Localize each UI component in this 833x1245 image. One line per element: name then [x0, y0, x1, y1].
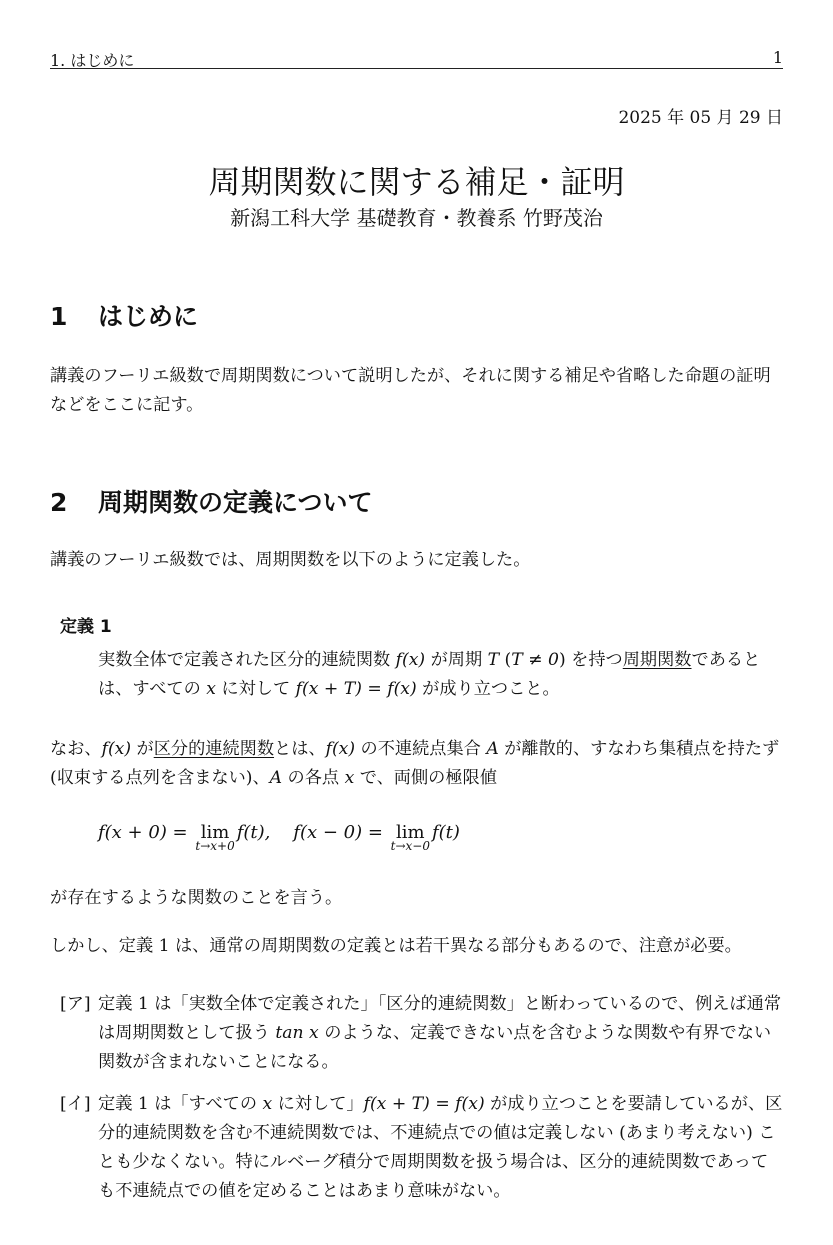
- definition-1-label: 定義 1: [60, 617, 112, 637]
- document-date: 2025 年 05 月 29 日: [618, 108, 783, 128]
- section-1-title: はじめに: [98, 302, 199, 331]
- list-item-marker: [ア]: [60, 994, 91, 1014]
- running-header: [50, 46, 783, 69]
- limit-formula: f(x + 0) = lim t→x+0 f(t), f(x − 0) = lim t→x−0 f(t): [98, 822, 460, 853]
- section-1-number: 1: [50, 302, 68, 331]
- list-item: [ア] 定義 1 は「実数全体で定義された」「区分的連続関数」と断わっているので、例えば通常は周期関数として扱う tan x のような、定義できない点を含むような関数や有界でない関数が含まれないことになる。: [60, 990, 783, 1077]
- caution-text: しかし、定義 1 は、通常の周期関数の定義とは若干異なる部分もあるので、注意が必要。: [50, 936, 742, 956]
- section-2-intro: 講義のフーリエ級数では、周期関数を以下のように定義した。: [50, 550, 531, 570]
- document-author: 新潟工科大学 基礎教育・教養系 竹野茂治: [230, 206, 603, 230]
- document-title: 周期関数に関する補足・証明: [208, 163, 625, 201]
- list-item-marker: [イ]: [60, 1094, 91, 1114]
- definition-1-body: 実数全体で定義された区分的連続関数 f(x) が周期 T (T ≠ 0) を持つ周期関数であるとは、すべての x に対して f(x + T) = f(x) が成り立つこと。: [98, 650, 761, 699]
- section-2-number: 2: [50, 488, 68, 517]
- section-2-heading: [50, 483, 373, 519]
- section-2-title: 周期関数の定義について: [98, 488, 373, 517]
- list-item: [イ] 定義 1 は「すべての x に対して」f(x + T) = f(x) が成り立つことを要請しているが、区分的連続関数を含む不連続関数では、不連続点での値は定義しない (あまり考えない) ことも少なくない。特にルベーグ積分で周期関数を扱う場合は、区分的連続関数であっても不連続点での値を定めることはあまり意味がない。: [60, 1090, 783, 1206]
- term-periodic-function: 周期関数: [622, 650, 692, 670]
- section-1-heading: [50, 297, 198, 333]
- term-piecewise-continuous: 区分的連続関数: [153, 739, 275, 759]
- section-1-body: 講義のフーリエ級数で周期関数について説明したが、それに関する補足や省略した命題の証明などをここに記す。: [50, 366, 771, 415]
- running-header-section: 1. はじめに: [50, 51, 135, 70]
- page-number: 1: [772, 48, 783, 67]
- after-formula-text: が存在するような関数のことを言う。: [50, 888, 343, 908]
- piecewise-continuous-note: なお、f(x) が区分的連続関数とは、f(x) の不連続点集合 A が離散的、すなわち集積点を持たず (収束する点列を含まない)、A の各点 x で、両側の極限値: [50, 739, 780, 788]
